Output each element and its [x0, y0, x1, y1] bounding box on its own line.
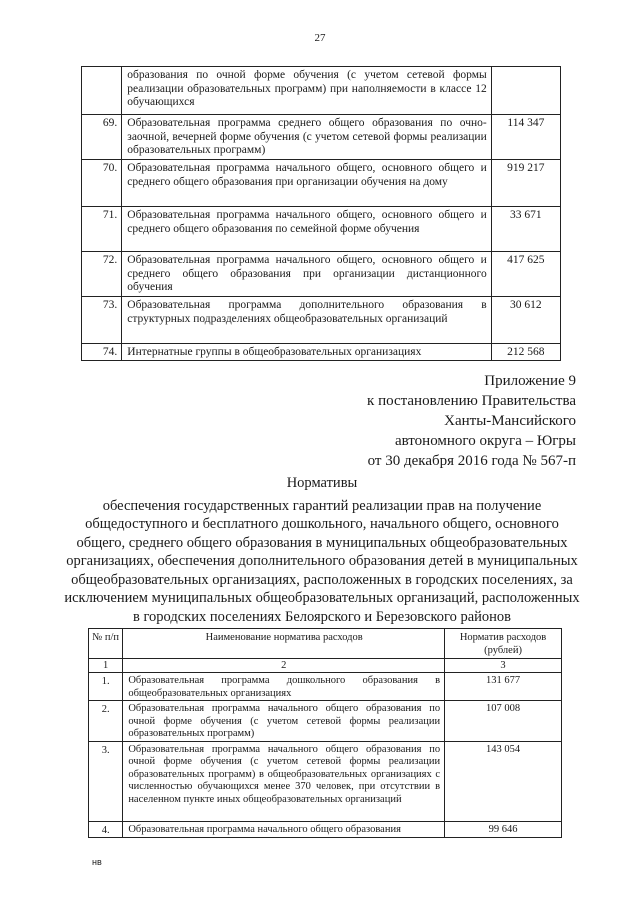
- row-value: 30 612: [491, 297, 560, 344]
- row-number: 1.: [89, 673, 123, 701]
- row-value: [491, 67, 560, 115]
- table-row: [82, 297, 561, 344]
- row-description: Образовательная программа дополнительного образования в структурных подразделениях общеобразовательных организаций: [122, 297, 491, 344]
- table-row: [82, 115, 561, 160]
- row-value: 107 008: [445, 701, 562, 742]
- table-row: [89, 741, 562, 821]
- row-description: Образовательная программа начального общего, основного общего и среднего общего образования по семейной форме обучения: [122, 207, 491, 252]
- appendix-date: от 30 декабря 2016 года № 567-п: [367, 453, 576, 469]
- title-body: обеспечения государственных гарантий реализации прав на получение общедоступного и бесплатного дошкольного, начального общего, основного общего, среднего общего образования в муниципальных общеобразовательных организациях, обеспечения дополнительного образования детей в муниципальных общеобразовательных организациях, расположенных в городских поселениях, за исключением муниципальных общеобразовательных организаций, расположенных в городских поселениях Белоярского и Березовского районов: [64, 497, 580, 625]
- row-description: Образовательная программа начального общего образования по очной форме обучения (с учетом сетевой формы реализации образовательных программ): [123, 701, 445, 742]
- row-description: Образовательная программа начального общего, основного общего и среднего общего образования при организации обучения на дому: [122, 160, 491, 207]
- row-description: Образовательная программа среднего общего образования по очно-заочной, вечерней форме обучения (с учетом сетевой формы реализации образовательных программ): [122, 115, 491, 160]
- top-normatives-table: [81, 66, 561, 361]
- row-number: 2.: [89, 701, 123, 742]
- footer-mark: нв: [92, 857, 102, 867]
- table-row: [82, 67, 561, 115]
- row-description: образования по очной форме обучения (с учетом сетевой формы реализации образовательных программ) при наполняемости в классе 12 обучающихся: [122, 67, 491, 115]
- row-description: Образовательная программа начального общего, основного общего и среднего общего образования при организации дистанционного обучения: [122, 252, 491, 297]
- row-number: 72.: [82, 252, 122, 297]
- table-row: [89, 821, 562, 838]
- row-number: 71.: [82, 207, 122, 252]
- document-title: [62, 474, 582, 626]
- table-row: [89, 673, 562, 701]
- header-number: № п/п: [89, 629, 123, 659]
- table-row: [82, 344, 561, 361]
- row-number: 73.: [82, 297, 122, 344]
- row-number: 69.: [82, 115, 122, 160]
- table-header-row: [89, 629, 562, 659]
- row-number: [82, 67, 122, 115]
- row-value: 33 671: [491, 207, 560, 252]
- row-description: Образовательная программа начального общего образования по очной форме обучения (с учетом сетевой формы реализации образовательных программ) в общеобразовательных организациях с численностью обучающихся менее 370 человек, при отсутствии в населенном пункте иных общеобразовательных организаций: [123, 741, 445, 821]
- appendix-region: Ханты-Мансийского: [444, 413, 576, 429]
- row-value: 143 054: [445, 741, 562, 821]
- row-description: Интернатные группы в общеобразовательных организациях: [122, 344, 491, 361]
- index-cell-2: 2: [123, 659, 445, 673]
- page-number: 27: [314, 32, 326, 44]
- row-value: 417 625: [491, 252, 560, 297]
- row-number: 70.: [82, 160, 122, 207]
- title-heading: Нормативы: [286, 475, 358, 491]
- row-value: 919 217: [491, 160, 560, 207]
- row-description: Образовательная программа начального общего образования: [123, 821, 445, 838]
- row-value: 131 677: [445, 673, 562, 701]
- table-row: [89, 701, 562, 742]
- row-number: 3.: [89, 741, 123, 821]
- row-number: 4.: [89, 821, 123, 838]
- table-index-row: [89, 659, 562, 673]
- table-row: [82, 160, 561, 207]
- row-value: 212 568: [491, 344, 560, 361]
- row-value: 114 347: [491, 115, 560, 160]
- appendix-block: [367, 371, 576, 471]
- row-number: 74.: [82, 344, 122, 361]
- index-cell-1: 1: [89, 659, 123, 673]
- appendix-resolution: к постановлению Правительства: [367, 393, 576, 409]
- header-value: Норматив расходов (рублей): [445, 629, 562, 659]
- row-description: Образовательная программа дошкольного образования в общеобразовательных организациях: [123, 673, 445, 701]
- index-cell-3: 3: [445, 659, 562, 673]
- normatives-table: [88, 628, 562, 838]
- header-name: Наименование норматива расходов: [123, 629, 445, 659]
- appendix-okrug: автономного округа – Югры: [394, 433, 576, 449]
- row-value: 99 646: [445, 821, 562, 838]
- table-row: [82, 207, 561, 252]
- appendix-title: Приложение 9: [484, 373, 576, 389]
- table-row: [82, 252, 561, 297]
